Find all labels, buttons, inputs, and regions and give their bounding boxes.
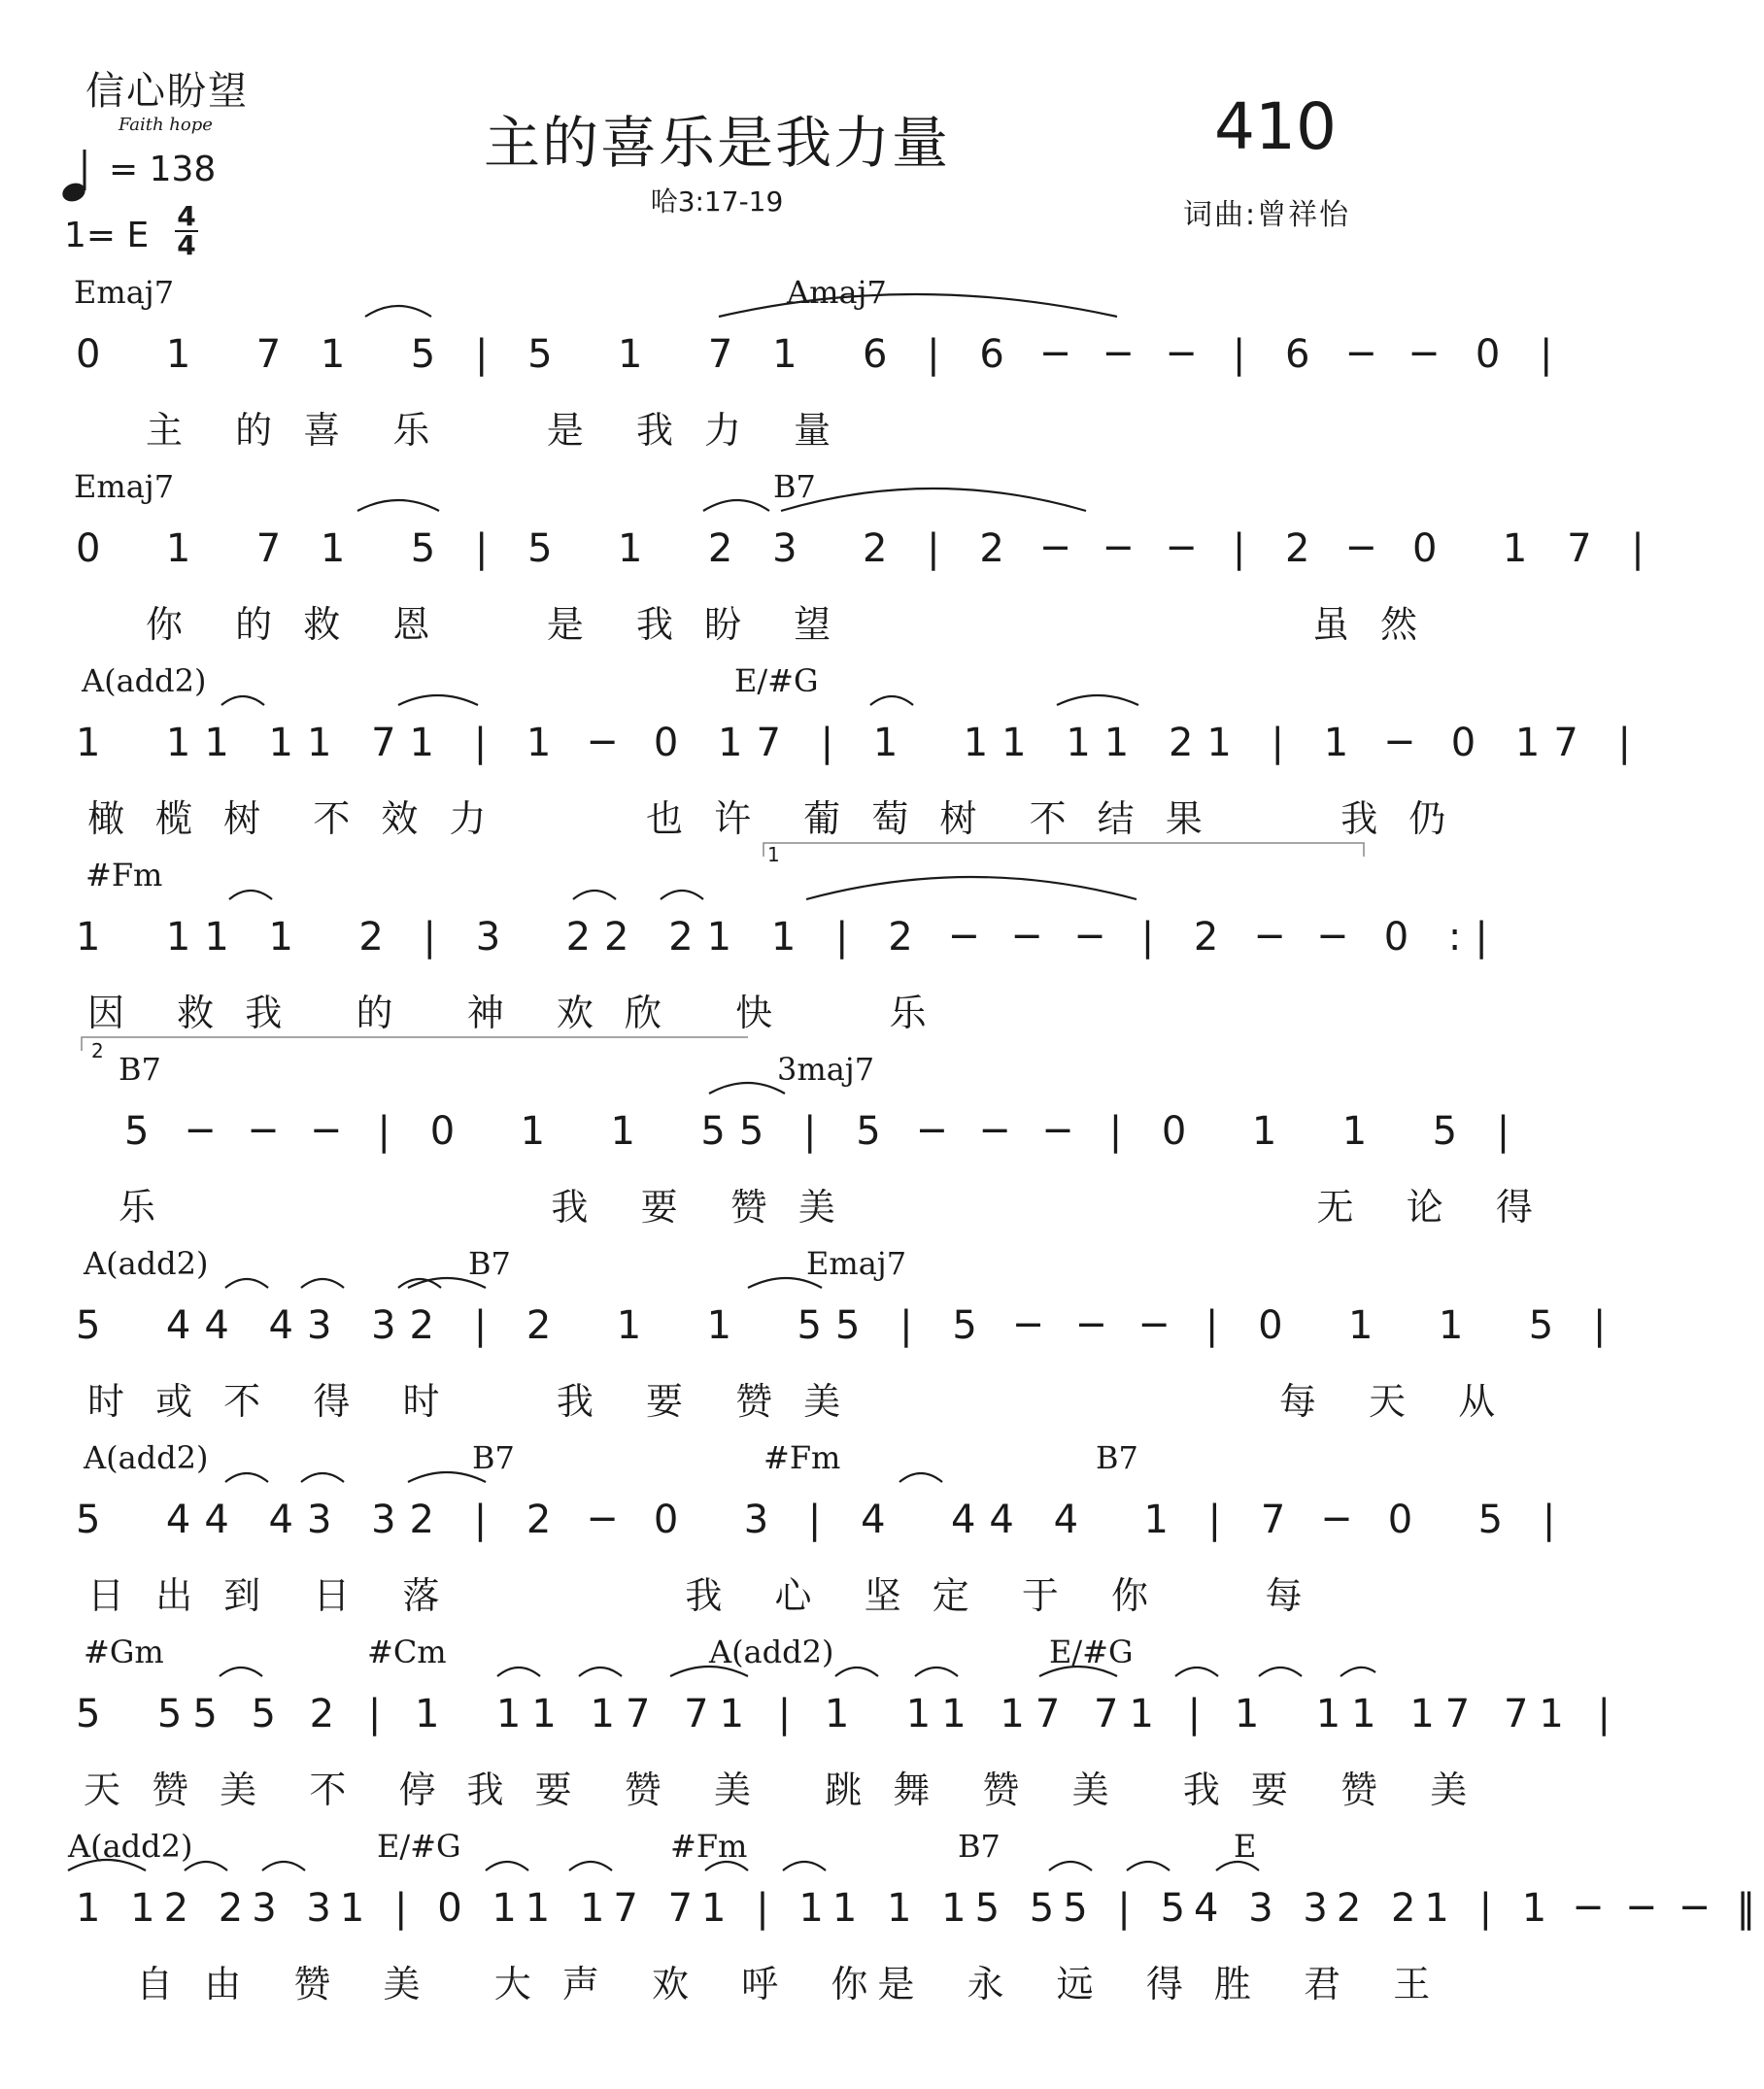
tie-arc [705, 1862, 748, 1870]
tie-arc [1340, 1668, 1375, 1676]
tie-arc [703, 500, 769, 511]
chord-label: E/#G [734, 662, 819, 699]
notation-line: 1 11 1 2 | 3 22 21 1 | 2 ─ ─ ─ | 2 ─ ─ 0 :| [76, 915, 1502, 960]
chord-label: B7 [773, 468, 816, 505]
tie-arc [579, 1668, 622, 1676]
brand-subtitle: Faith hope [119, 115, 213, 135]
volta-1-bracket [763, 843, 1364, 857]
tie-arc [835, 1668, 878, 1676]
key-signature: 1= E [64, 216, 150, 255]
chord-label: B7 [468, 1245, 511, 1282]
scripture-reference: 哈3:17-19 [650, 185, 784, 218]
lyrics-line: 日 出 到 日 落 我 心 坚 定 于 你 每 [87, 1574, 1312, 1617]
tie-arc [870, 696, 913, 705]
lyrics-line: 自 由 赞 美 大 声 欢 呼 你是 永 远 得 胜 君 王 [93, 1963, 1441, 2005]
tie-arc [1049, 1862, 1092, 1870]
tie-arc [398, 695, 478, 705]
chord-label: E [1234, 1828, 1257, 1865]
notation-line: 5 55 5 2 | 1 11 17 71 | 1 11 17 71 | 1 11 17 71 | [76, 1692, 1622, 1736]
tie-arc [569, 1862, 612, 1870]
chord-label: Amaj7 [787, 274, 887, 311]
slur-arc [719, 294, 1117, 317]
tie-arc [661, 891, 703, 899]
tie-arc [670, 1667, 748, 1676]
chord-label: #Gm [84, 1634, 164, 1670]
chord-label: B7 [119, 1051, 161, 1088]
chord-label: #Fm [763, 1439, 841, 1476]
tie-arc [1259, 1668, 1302, 1676]
time-signature-bottom: 4 [177, 229, 196, 261]
song-title: 主的喜乐是我力量 [483, 110, 950, 176]
chord-label: Emaj7 [74, 468, 175, 505]
tie-arc [748, 1278, 822, 1288]
chord-label: A(add2) [709, 1634, 834, 1670]
tie-arc [357, 500, 439, 511]
slur-arc [781, 489, 1086, 511]
lyrics-line: 时 或 不 得 时 我 要 赞 美 每 天 从 [87, 1380, 1506, 1423]
volta-2-label: 2 [91, 1039, 104, 1062]
tie-arc [262, 1862, 305, 1870]
lyrics-line: 乐 我 要 赞 美 无 论 得 [119, 1186, 1543, 1229]
notation-line: 5 44 43 32 | 2 ─ 0 3 | 4 44 4 1 | 7 ─ 0 5 | [76, 1498, 1570, 1542]
tie-arc [365, 306, 431, 317]
lyrics-line: 橄 榄 树 不 效 力 也 许 葡 萄 树 不 结 果 我 仍 [87, 797, 1456, 840]
chord-label: A(add2) [82, 662, 207, 699]
tie-arc [185, 1862, 227, 1870]
tie-arc [573, 891, 616, 899]
chord-label: E/#G [377, 1828, 461, 1865]
notation-line: 5 ─ ─ ─ | 0 1 1 55 | 5 ─ ─ ─ | 0 1 1 5 | [124, 1109, 1524, 1154]
volta-2-bracket [82, 1037, 748, 1051]
tie-arc [1127, 1862, 1170, 1870]
tie-arc [220, 1668, 262, 1676]
tie-arc [709, 1083, 785, 1094]
notation-line: 0 1 7 1 5 | 5 1 2 3 2 | 2 ─ ─ ─ | 2 ─ 0 1 7 | [76, 526, 1658, 571]
chord-label: B7 [958, 1828, 1001, 1865]
tie-arc [915, 1668, 958, 1676]
notation-line: 1 12 23 31 | 0 11 17 71 | 11 1 15 55 | 54 3 32 21 | 1 ─ ─ ─ ‖ [76, 1886, 1764, 1931]
tie-arc [1057, 695, 1138, 705]
tie-arc [783, 1862, 826, 1870]
tie-arc [225, 1473, 268, 1482]
chord-label: E/#G [1049, 1634, 1134, 1670]
volta-1-label: 1 [767, 843, 780, 866]
chord-label: #Fm [85, 857, 163, 893]
chord-label: Emaj7 [74, 274, 175, 311]
chord-label: A(add2) [84, 1439, 209, 1476]
chord-label: #Fm [670, 1828, 748, 1865]
lyrics-line: 天 赞 美 不 停 我 要 赞 美 跳 舞 赞 美 我 要 赞 美 [84, 1769, 1477, 1811]
notation-line: 1 11 11 71 | 1 ─ 0 17 | 1 11 11 21 | 1 ─ 0 17 | [76, 721, 1645, 765]
tie-arc [899, 1473, 942, 1482]
song-number: 410 [1214, 89, 1337, 164]
tie-arc [497, 1668, 540, 1676]
time-signature-top: 4 [177, 200, 196, 232]
tie-arc [221, 696, 264, 705]
tie-arc [486, 1862, 528, 1870]
notation-line: 5 44 43 32 | 2 1 1 55 | 5 ─ ─ ─ | 0 1 1 5 | [76, 1303, 1620, 1348]
chord-label: B7 [472, 1439, 515, 1476]
chord-label: #Cm [367, 1634, 447, 1670]
tie-arc [68, 1860, 146, 1870]
chord-label: 3maj7 [777, 1051, 875, 1088]
tie-arc [301, 1279, 344, 1288]
brand-logo-text: 信心盼望 [85, 69, 249, 114]
tie-arc [408, 1472, 486, 1482]
lyrics-line: 你 的 救 恩 是 我 盼 望 虽 然 [146, 603, 1428, 646]
slur-arc [806, 877, 1136, 899]
chord-label: A(add2) [84, 1245, 209, 1282]
chord-label: A(add2) [68, 1828, 193, 1865]
tie-arc [225, 1279, 268, 1288]
chord-label: B7 [1096, 1439, 1138, 1476]
tie-arc [1039, 1667, 1117, 1676]
lyrics-line: 主 的 喜 乐 是 我 力 量 [146, 409, 841, 452]
chord-label: Emaj7 [806, 1245, 907, 1282]
tempo-marking: = 138 [109, 150, 217, 189]
tie-arc [1216, 1862, 1259, 1870]
notation-line: 0 1 7 1 5 | 5 1 7 1 6 | 6 ─ ─ ─ | 6 ─ ─ 0 | [76, 332, 1567, 377]
tie-arc [229, 891, 272, 899]
tie-arc [1175, 1668, 1218, 1676]
lyrics-line: 因 救 我 的 神 欢 欣 快 乐 [87, 992, 936, 1034]
composer-credit: 词曲:曾祥怡 [1183, 198, 1351, 232]
tie-arc [301, 1473, 344, 1482]
